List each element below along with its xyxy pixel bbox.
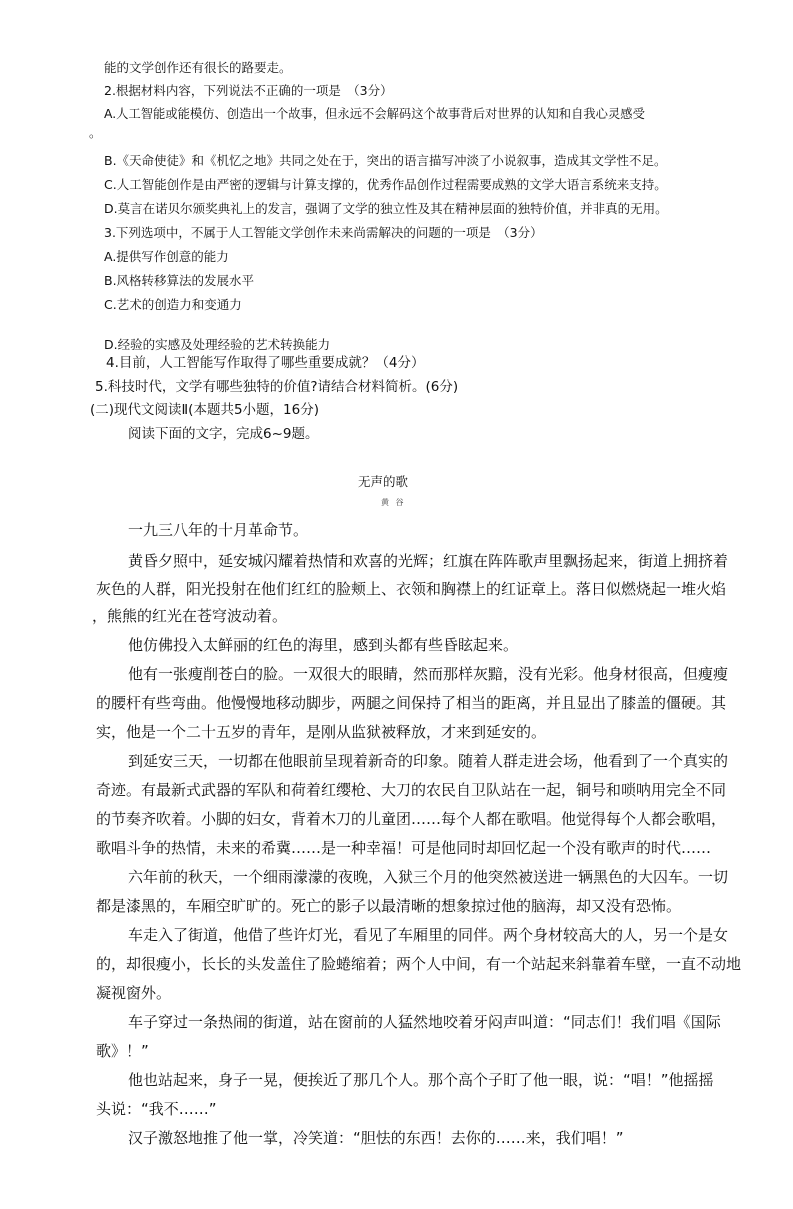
q3-option-a: A.提供写作创意的能力 [104,249,229,264]
section-heading: (二)现代文阅读Ⅱ(本题共5小题，16分) [90,402,319,418]
story-title: 无声的歌 [358,474,409,489]
author: 黄 谷 [381,498,406,507]
text-line: 能的文学创作还有很长的路要走。 [104,60,292,75]
q3-option-b: B.风格转移算法的发展水平 [104,273,255,288]
question-2: 2.根据材料内容，下列说法不正确的一项是 （3分） [104,83,393,98]
instruction: 阅读下面的文字，完成6~9题。 [128,426,319,442]
body-line: 凝视窗外。 [96,984,172,1002]
body-line: 他也站起来，身子一晃，便挨近了那几个人。那个高个子盯了他一眼，说：“唱！”他摇摇 [128,1071,714,1089]
body-line: 实，他是一个二十五岁的青年，是刚从监狱被释放，才来到延安的。 [96,723,547,741]
body-line: 的腰杆有些弯曲。他慢慢地移动脚步，两腿之间保持了相当的距离，并且显出了膝盖的僵硬。其 [96,694,727,712]
question-3: 3.下列选项中，不属于人工智能文学创作未来尚需解决的问题的一项是 （3分） [104,225,543,240]
option-d: D.莫言在诺贝尔颁奖典礼上的发言，强调了文学的独立性及其在精神层面的独特价值，并非真的无用。 [104,201,668,216]
body-line: 都是漆黑的，车厢空旷旷的。死亡的影子以最清晰的想象掠过他的脑海，却又没有恐怖。 [96,897,682,915]
question-5: 5.科技时代，文学有哪些独特的价值?请结合材料简析。(6分) [95,379,459,395]
option-c: C.人工智能创作是由严密的逻辑与计算支撑的，优秀作品创作过程需要成熟的文学大语言系统来支持。 [104,177,667,192]
body-line: 歌》！” [96,1042,149,1060]
body-line: 黄昏夕照中，延安城闪耀着热情和欢喜的光辉；红旗在阵阵歌声里飘扬起来，街道上拥挤着 [128,552,729,570]
question-4: 4.目前，人工智能写作取得了哪些重要成就？（4分） [106,355,425,371]
body-line: 车走入了街道，他借了些许灯光，看见了车厢里的同伴。两个身材较高大的人，另一个是女 [128,926,729,944]
body-line: 汉子激怒地推了他一掌，冷笑道：“胆怯的东西！去你的……来，我们唱！” [128,1129,624,1147]
body-line: 的，却很瘦小，长长的头发盖住了脸蜷缩着；两个人中间，有一个站起来斜靠着车壁，一直不动地 [96,955,742,973]
q3-option-d: D.经验的实感及处理经验的艺术转换能力 [104,337,331,352]
option-a: A.人工智能或能模仿、创造出一个故事，但永远不会解码这个故事背后对世界的认知和自我心灵感受 [104,107,645,121]
option-b: B.《天命使徒》和《机忆之地》共同之处在于，突出的语言描写冲淡了小说叙事，造成其文学性不足。 [104,153,667,168]
body-line: 的节奏齐吹着。小脚的妇女，背着木刀的儿童团……每个人都在歌唱。他觉得每个人都会歌唱， [96,810,727,828]
body-line: 一九三八年的十月革命节。 [128,521,309,539]
body-line: 灰色的人群，阳光投射在他们红红的脸颊上、衣领和胸襟上的红证章上。落日似燃烧起一堆火焰 [96,580,727,598]
body-line: 奇迹。有最新式武器的军队和荷着红缨枪、大刀的农民自卫队站在一起，铜号和唢呐用完全不同 [96,781,727,799]
body-line: 头说：“我不……” [96,1100,217,1118]
body-line: 车子穿过一条热闹的街道，站在窗前的人猛然地咬着牙闷声叫道：“同志们！我们唱《国际 [128,1013,721,1031]
body-line: 他仿佛投入太鲜丽的红色的海里，感到头都有些昏眩起来。 [128,636,519,654]
q3-option-c: C.艺术的创造力和变通力 [104,297,242,312]
body-line: 歌唱斗争的热情，未来的希冀……是一种幸福！可是他同时却回忆起一个没有歌声的时代…… [96,839,712,857]
body-line: 到延安三天，一切都在他眼前呈现着新奇的印象。随着人群走进会场，他看到了一个真实的 [128,752,729,770]
body-line: 他有一张瘦削苍白的脸。一双很大的眼睛，然而那样灰黯，没有光彩。他身材很高，但瘦瘦 [128,665,729,683]
body-line: ，熊熊的红光在苍穹波动着。 [92,607,288,625]
body-line: 六年前的秋天，一个细雨濛濛的夜晚，入狱三个月的他突然被送进一辆黑色的大囚车。一切 [128,868,729,886]
option-a-wrap: 。 [89,125,102,140]
